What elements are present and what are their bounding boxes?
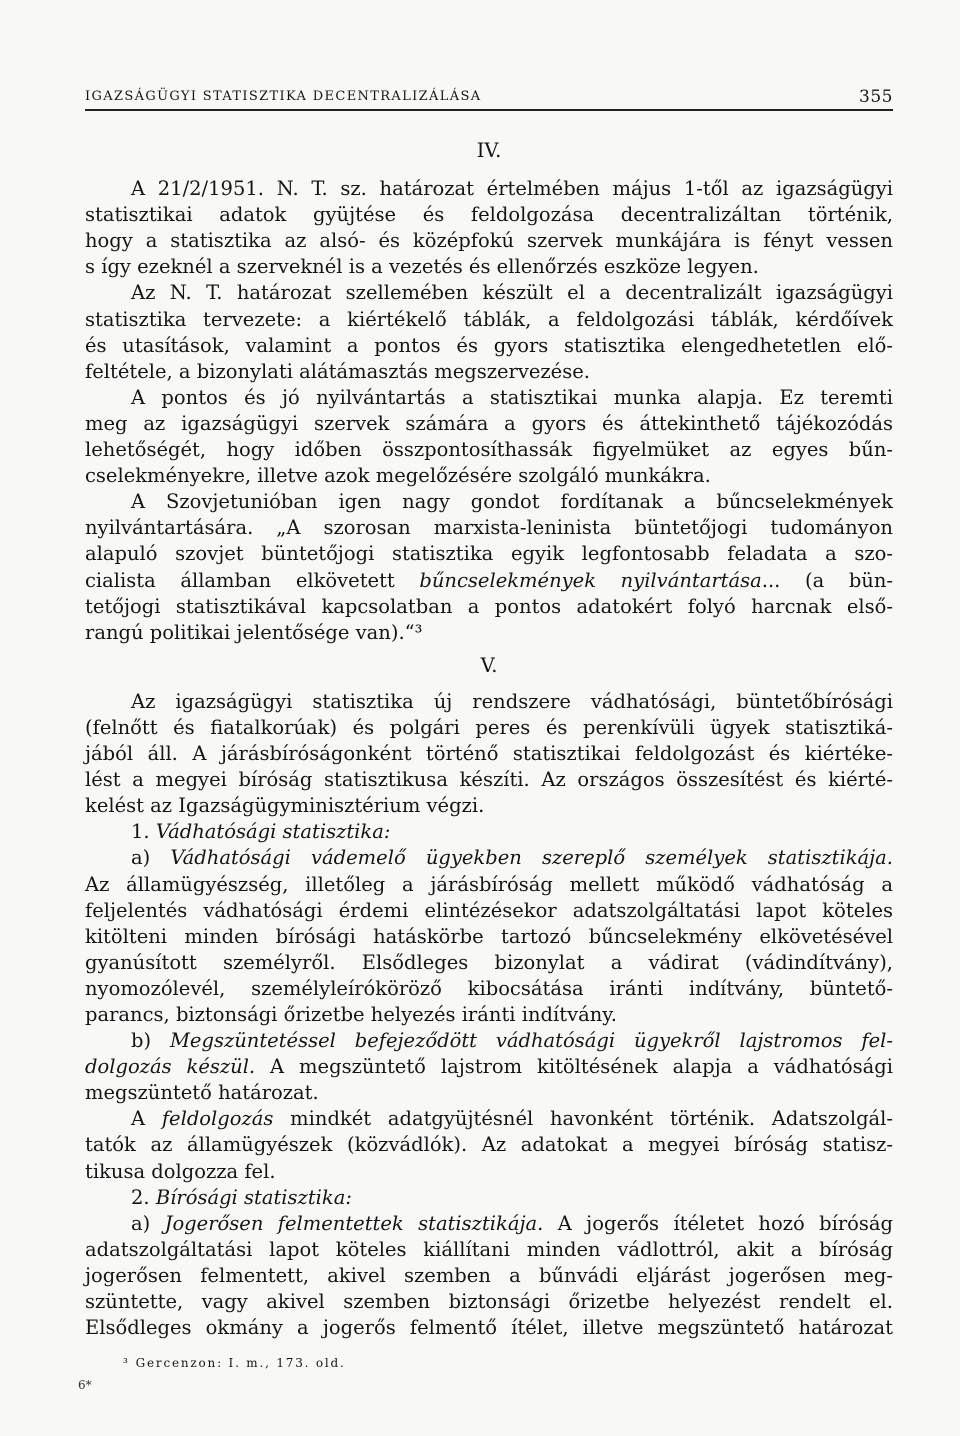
text-line bbox=[85, 689, 893, 715]
text-line bbox=[85, 741, 893, 767]
text-line bbox=[85, 819, 893, 845]
text-line bbox=[85, 307, 893, 333]
text-line bbox=[85, 1289, 893, 1315]
text-segment: (felnőtt és fiatalkorúak) és polgári peres és perenkívüli ügyek statisztiká- bbox=[85, 715, 893, 739]
text-segment: a) bbox=[131, 846, 171, 870]
text-line bbox=[85, 1263, 893, 1289]
text-segment: b) bbox=[131, 1029, 170, 1053]
text-line bbox=[85, 489, 893, 515]
paragraph bbox=[85, 1211, 893, 1341]
italic-text: bűncselekmények nyilvántartása bbox=[419, 568, 762, 592]
paragraph bbox=[85, 1185, 893, 1211]
running-title: IGAZSÁGÜGYI STATISZTIKA DECENTRALIZÁLÁSA bbox=[85, 89, 482, 104]
italic-text: Vádhatósági vádemelő ügyekben szereplő személyek statisztikája. bbox=[170, 846, 894, 870]
footnote-text: Gercenzon: I. m., 173. old. bbox=[135, 1356, 346, 1370]
text-line bbox=[85, 793, 893, 819]
text-line bbox=[85, 1002, 893, 1028]
text-segment: 2. bbox=[131, 1185, 156, 1209]
text-segment: nyomozólevél, személyleíróköröző kibocsátása iránti indítvány, büntető- bbox=[85, 976, 893, 1000]
text-segment: gyanúsított személyről. Elsődleges bizonylat a vádirat (vádindítvány), bbox=[85, 950, 893, 974]
text-line bbox=[85, 359, 893, 385]
text-segment: feljelentés vádhatósági érdemi elintézésekor adatszolgáltatási lapot köteles bbox=[85, 898, 893, 922]
text-segment: kitölteni minden bírósági hatáskörbe tartozó bűncselekmény elkövetésével bbox=[85, 924, 893, 948]
text-segment: A jogerős ítéletet hozó bíróság bbox=[543, 1211, 894, 1235]
text-line bbox=[85, 568, 893, 594]
text-segment: cselekményekre, illetve azok megelőzésére szolgáló munkákra. bbox=[85, 464, 711, 488]
text-segment: Az N. T. határozat szellemében készült el a decentralizált igazságügyi bbox=[131, 281, 893, 305]
text-line bbox=[85, 385, 893, 411]
paragraph bbox=[85, 176, 893, 280]
text-line bbox=[85, 715, 893, 741]
text-segment: ... (a bün- bbox=[761, 568, 894, 592]
text-segment: jogerősen felmentett, akivel szemben a bűnvádi eljárást jogerősen meg- bbox=[85, 1263, 893, 1287]
text-line bbox=[85, 1028, 893, 1054]
text-segment: A megszüntető lajstrom kitöltésének alapja a vádhatósági bbox=[255, 1055, 893, 1079]
text-line bbox=[85, 872, 893, 898]
text-line bbox=[85, 541, 893, 567]
text-segment: és utasítások, valamint a pontos és gyors statisztika elengedhetetlen elő- bbox=[85, 333, 893, 357]
text-segment: mindkét adatgyüjtésnél havonként történik. Adatszolgál- bbox=[273, 1107, 894, 1131]
text-segment: rangú politikai jelentősége van).“³ bbox=[85, 620, 423, 644]
text-segment: meg az igazságügyi szervek számára a gyors és áttekinthető tájékozódás bbox=[85, 411, 893, 435]
text-segment: nyilvántartására. „A szorosan marxista-leninista büntetőjogi tudományon bbox=[85, 516, 893, 540]
text-segment: hogy a statisztika az alsó- és középfokú szervek munkájára is fényt vessen bbox=[85, 229, 893, 253]
paragraph bbox=[85, 819, 893, 845]
text-segment: jából áll. A járásbíróságonként történő statisztikai feldolgozást és kiértéke- bbox=[85, 742, 893, 766]
paragraph bbox=[85, 1028, 893, 1106]
text-segment: Elsődleges okmány a jogerős felmentő ítélet, illetve megszüntető határozat bbox=[85, 1316, 893, 1340]
text-segment: A pontos és jó nyilvántartás a statisztikai munka alapja. Ez teremti bbox=[131, 385, 893, 409]
text-line bbox=[85, 1185, 893, 1211]
text-line bbox=[85, 767, 893, 793]
text-line bbox=[85, 1080, 893, 1106]
text-line bbox=[85, 1159, 893, 1185]
text-segment: lehetőségét, hogy időben összpontosíthassák figyelmüket az egyes bűn- bbox=[85, 438, 893, 462]
text-segment: alapuló szovjet büntetőjogi statisztika egyik legfontosabb feladata a szo- bbox=[85, 542, 893, 566]
signature-mark: 6* bbox=[78, 1378, 92, 1392]
text-line bbox=[85, 924, 893, 950]
italic-text: Megszüntetéssel befejeződött vádhatósági ügyekről lajstromos fel- bbox=[169, 1029, 893, 1053]
text-line bbox=[85, 594, 893, 620]
paragraph bbox=[85, 280, 893, 384]
paragraph bbox=[85, 1106, 893, 1184]
text-segment: statisztikai adatok gyüjtése és feldolgozása decentralizáltan történik, bbox=[85, 203, 893, 227]
text-segment: a) bbox=[131, 1211, 165, 1235]
text-line bbox=[85, 1132, 893, 1158]
text-line bbox=[85, 976, 893, 1002]
text-line bbox=[85, 254, 893, 280]
text-line bbox=[85, 515, 893, 541]
page-number: 355 bbox=[859, 87, 893, 107]
text-line bbox=[85, 333, 893, 359]
text-segment: tetőjogi statisztikával kapcsolatban a pontos adatokért folyó harcnak első- bbox=[85, 594, 893, 618]
text-segment: A 21/2/1951. N. T. sz. határozat értelmében május 1-től az igazságügyi bbox=[131, 177, 893, 201]
text-segment: A bbox=[131, 1107, 162, 1131]
italic-text: dolgozás készül. bbox=[85, 1055, 256, 1079]
text-line bbox=[85, 1315, 893, 1341]
text-segment: cialista államban elkövetett bbox=[85, 568, 420, 592]
text-line bbox=[85, 176, 893, 202]
text-segment: megszüntető határozat. bbox=[85, 1081, 319, 1105]
footnote-mark: ³ bbox=[123, 1356, 130, 1370]
text-line bbox=[85, 620, 893, 646]
text-segment: tatók az államügyészek (közvádlók). Az adatokat a megyei bíróság statisz- bbox=[85, 1133, 893, 1157]
text-segment: lést a megyei bíróság statisztikusa készíti. Az országos összesítést és kiérté- bbox=[85, 768, 893, 792]
italic-text: Bírósági statisztika: bbox=[155, 1185, 352, 1209]
text-line bbox=[85, 411, 893, 437]
text-line bbox=[85, 463, 893, 489]
text-segment: 1. bbox=[131, 820, 156, 844]
text-line bbox=[85, 845, 893, 871]
text-segment: Az államügyészség, illetőleg a járásbíróság mellett működő vádhatóság a bbox=[85, 872, 893, 896]
text-segment: szüntette, vagy akivel szemben biztonsági őrizetbe helyezést rendelt el. bbox=[85, 1290, 893, 1314]
footnote bbox=[123, 1354, 346, 1372]
text-line bbox=[85, 950, 893, 976]
text-segment: s így ezeknél a szerveknél is a vezetés és ellenőrzés eszköze legyen. bbox=[85, 255, 759, 279]
italic-text: Vádhatósági statisztika: bbox=[155, 820, 391, 844]
text-line bbox=[85, 437, 893, 463]
text-line bbox=[85, 1106, 893, 1132]
section-heading: IV. bbox=[476, 139, 502, 162]
text-segment: Az igazságügyi statisztika új rendszere vádhatósági, büntetőbírósági bbox=[131, 689, 893, 713]
text-segment: statisztika tervezete: a kiértékelő táblák, a feldolgozási táblák, kérdőívek bbox=[85, 307, 893, 331]
text-line bbox=[85, 1211, 893, 1237]
body-text bbox=[85, 126, 893, 1341]
text-line bbox=[85, 898, 893, 924]
text-line bbox=[85, 228, 893, 254]
header-rule bbox=[85, 109, 893, 111]
text-line bbox=[85, 202, 893, 228]
paragraph bbox=[85, 385, 893, 489]
text-segment: tikusa dolgozza fel. bbox=[85, 1159, 276, 1183]
text-segment: kelést az Igazságügyminisztérium végzi. bbox=[85, 794, 485, 818]
section-heading: V. bbox=[480, 653, 498, 677]
text-segment: A Szovjetunióban igen nagy gondot fordítanak a bűncselekmények bbox=[131, 490, 893, 514]
italic-text: Jogerősen felmentettek statisztikája. bbox=[164, 1211, 544, 1235]
paragraph bbox=[85, 845, 893, 1028]
italic-text: feldolgozás bbox=[161, 1107, 274, 1131]
text-segment: parancs, biztonsági őrizetbe helyezés iránti indítvány. bbox=[85, 1003, 617, 1026]
paragraph bbox=[85, 689, 893, 819]
text-line bbox=[85, 280, 893, 306]
paragraph bbox=[85, 489, 893, 646]
text-line bbox=[85, 1237, 893, 1263]
text-segment: adatszolgáltatási lapot köteles kiállítani minden vádlottról, akit a bíróság bbox=[85, 1237, 893, 1261]
text-segment: feltétele, a bizonylati alátámasztás megszervezése. bbox=[85, 359, 590, 383]
text-line bbox=[85, 1054, 893, 1080]
running-header bbox=[85, 86, 893, 108]
